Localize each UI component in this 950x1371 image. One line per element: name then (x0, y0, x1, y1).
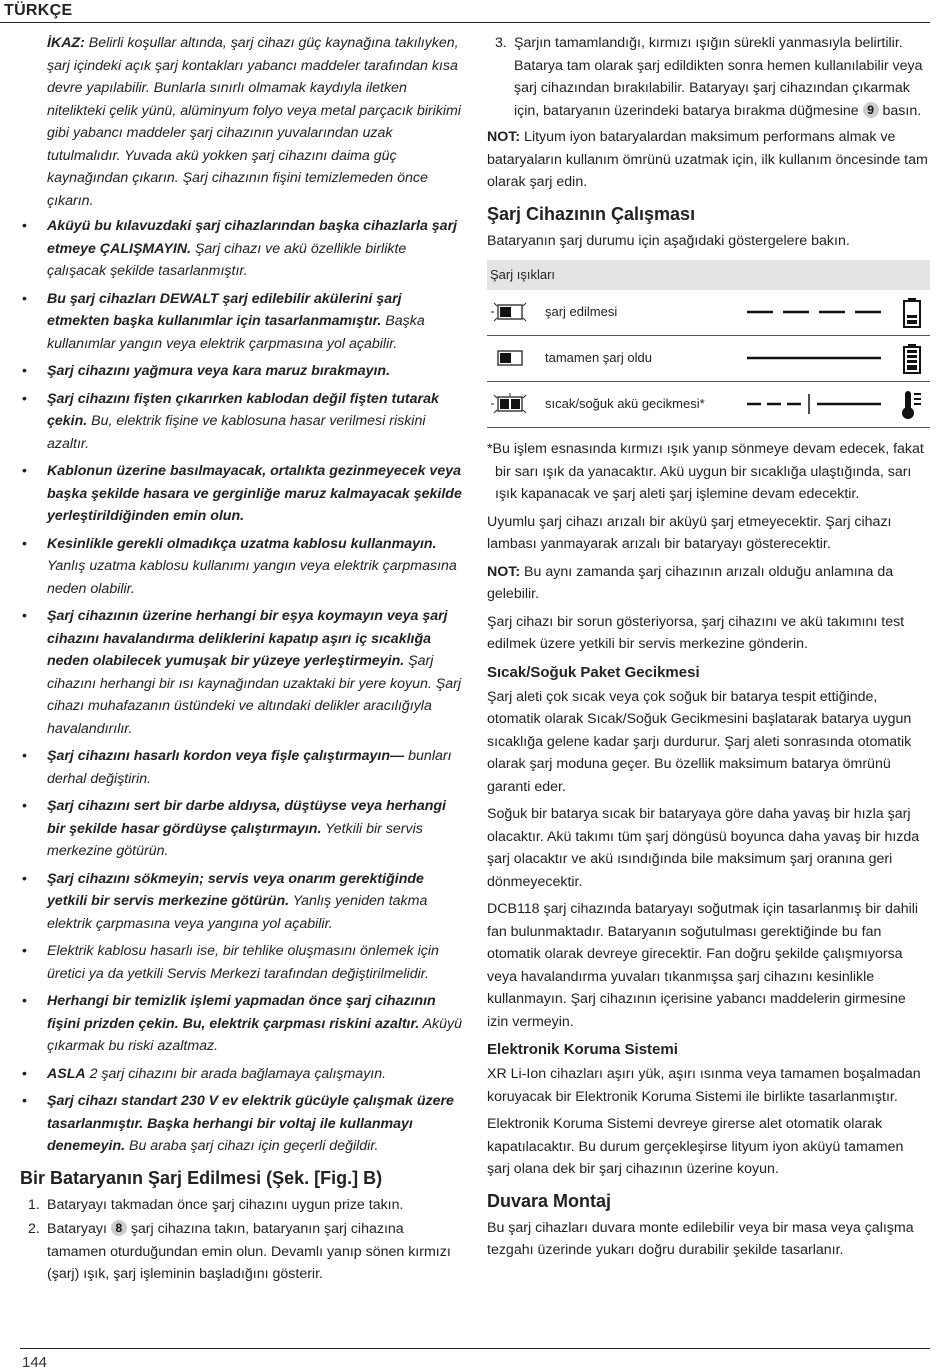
bullet-text: Elektrik kablosu hasarlı ise, bir tehlike oluşmasını önlemek için üretici ya da yetkili Servis Merkezi tarafından değiştirilmelidir. (47, 943, 439, 982)
bullet-bold: Şarj cihazı standart 230 V ev elektrik gücüyle çalışmak üzere tasarlanmıştır. Başka herhangi bir voltaj ile kullanmayı denemeyin. (47, 1093, 454, 1154)
step-number: 3. (495, 35, 507, 51)
asterisk-note: *Bu işlem esnasında kırmızı ışık yanıp sönmeye devam edecek, fakat bir sarı ışık da yanacaktır. Akü uygun bir sıcaklığa ulaştığında, sarı ışık kapanacak ve şarj aleti şarj işlemine devam edecektir. (487, 441, 924, 502)
safety-bullet (20, 1063, 465, 1086)
bullet-text: Şarj cihazı ve akü özellikle birlikte çalışacak şekilde tasarlanmıştır. (47, 240, 407, 279)
solid-pattern-icon (745, 346, 885, 370)
step-text: basın. (878, 102, 922, 119)
bullet-text: Başka kullanımlar yangın veya elektrik çarpmasına yol açabilir. (47, 313, 425, 352)
bullet-bold: Kablonun üzerine basılmayacak, ortalıkta gezinmeyecek veya başka şekilde hasara ve gerginliğe maruz kalmayacak şekilde yerleştirildiğinden emin olun. (47, 463, 462, 524)
language-label: TÜRKÇE (4, 2, 73, 19)
bullet-text: 2 şarj cihazını bir arada bağlamaya çalışmayın. (85, 1065, 387, 1082)
bullet-bold: Kesinlikle gerekli olmadıkça uzatma kablosu kullanmayın. (47, 535, 437, 552)
thermometer-icon (899, 389, 925, 421)
step-text: Şarjın tamamlandığı, kırmızı ışığın sürekli yanmasıyla belirtilir. Batarya tam olarak şarj edildikten sonra hemen kullanılabilir veya şarj cihazından bırakılabilir. Bataryayı şarj cihazından çıkarmak için, bataryanın üzerindeki batarya bırakma düğmesine (514, 35, 923, 119)
bullet-text: Yanlış yeniden takma elektrik çarpmasına veya yangına yol açabilir. (47, 893, 428, 932)
bullet-text: Yetkili bir servis merkezine götürün. (47, 820, 423, 859)
operation-heading: Şarj Cihazının Çalışması (487, 203, 696, 224)
safety-bullet (20, 868, 465, 936)
bullet-bold: Şarj cihazını yağmura veya kara maruz bırakmayın. (47, 363, 391, 379)
full-battery-icon (899, 343, 925, 375)
charging-step (20, 1218, 465, 1286)
eps-paragraph: XR Li-Ion cihazları aşırı yük, aşırı ısınma veya tamamen boşalmadan koruyacak bir Elektronik Koruma Sistemi ile birlikte tasarlanmıştır. (487, 1066, 921, 1105)
charging-step (487, 32, 930, 122)
bullet-bold: ASLA (47, 1065, 86, 1082)
left-column (20, 32, 465, 1288)
bullet-bold: Şarj cihazını fişten çıkarırken kablodan değil fişten tutarak çekin. (47, 390, 439, 429)
charging-heading: Bir Bataryanın Şarj Edilmesi (Şek. [Fig.] B) (20, 1167, 383, 1188)
wall-mount-paragraph: Bu şarj cihazları duvara monte edilebilir veya bir masa veya çalışma tezgahı üzerinde yukarı doğru durabilir şekilde tasarlanır. (487, 1219, 914, 1258)
bullet-bold: Aküyü bu kılavuzdaki şarj cihazlarından başka cihazlarla şarj etmeye ÇALIŞMAYIN. (47, 218, 458, 257)
hot-cold-heading: Sıcak/Soğuk Paket Gecikmesi (487, 663, 700, 681)
hot-cold-paragraph: Şarj aleti çok sıcak veya çok soğuk bir batarya tespit ettiğinde, otomatik olarak Sıcak/Soğuk Gecikmesini başlatarak batarya uygun sıcaklığa gelene kadar şarjı durdurur. Şarj aleti sonrasında otomatik olarak şarj moduna geçer. Bu özellik maksimum batarya ömrünü garanti eder. (487, 688, 912, 795)
safety-bullet (20, 215, 465, 283)
safety-bullet (20, 795, 465, 863)
charging-steps-continued (487, 32, 930, 122)
warning-text: Belirli koşullar altında, şarj cihazı güç kaynağına takılıyken, şarj içindeki açık şarj kontakları yabancı maddeler tarafından kısa devre yapılabilir. Bunlarla sınırlı olmamak kaydıyla iletken nitelikteki çelik yünü, alüminyum folyo veya metal parçacık birikimi gibi yabancı maddeler şarj cihazının yuvalarından uzak tutulmalıdır. Yuvada akü yokken şarj cihazını daima güç kaynağından çıkarın. Şarj cihazının fişini temizlemeden önce çıkarın. (47, 35, 461, 209)
step-number: 2. (28, 1221, 40, 1237)
bullet-text: Şarj cihazını herhangi bir ısı kaynağından uzaktaki bir yere koyun. Şarj cihazı muhafazanın üstündeki ve altındaki delikler aracılığıyla havalandırılır. (47, 653, 462, 737)
service-text: Şarj cihazı bir sorun gösteriyorsa, şarj cihazını ve akü takımını test edilmek üzere yetkili bir servis merkezine gönderin. (487, 613, 905, 652)
faulty-battery-text: Uyumlu şarj cihazı arızalı bir aküyü şarj etmeyecektir. Şarj cihazı lambası yanmayarak arızalı bir bataryayı gösterecektir. (487, 513, 892, 552)
note-text: Lityum iyon bataryalardan maksimum performans almak ve bataryaların kullanım ömrünü uzatmak için, ilk kullanım öncesinde tam olarak şarj edin. (487, 129, 928, 190)
charging-battery-icon (899, 297, 925, 329)
bullet-text: Bu, elektrik fişine ve kablosuna hasar verilmesi riskini azaltır. (47, 413, 426, 452)
note-text: Bu aynı zamanda şarj cihazının arızalı olduğu anlamına da gelebilir. (487, 563, 894, 602)
page-header (0, 0, 930, 23)
bullet-text: Yanlış uzatma kablosu kullanımı yangın veya elektrik çarpmasına neden olabilir. (47, 558, 457, 597)
note-paragraph (487, 561, 930, 606)
dashed-pattern-icon (745, 300, 885, 324)
step-text: Bataryayı (47, 1221, 111, 1237)
page-number: 144 (22, 1354, 48, 1371)
safety-bullet (20, 990, 465, 1058)
safety-bullet (20, 388, 465, 456)
footer-rule (20, 1348, 930, 1349)
charging-steps (20, 1194, 465, 1286)
safety-bullet (20, 460, 465, 528)
bullet-bold: Bu şarj cihazları DEWALT şarj edilebilir akülerini şarj etmekten başka kullanımlar için tasarlanmamıştır. (47, 290, 402, 329)
safety-bullet-list (20, 215, 465, 1158)
hot-cold-paragraph: DCB118 şarj cihazında bataryayı soğutmak için tasarlanmış bir dahili fan bulunmaktadır. Bataryanın soğutulması gerektiğinde bu fan otomatik olarak devreye girecektir. Fan doğru şekilde çalışmıyorsa veya havalandırma yuvaları tıkanmışsa şarj cihazını kesinlikle kullanmayın. Şarj cihazının içerisine yabancı maddelerin girmesine izin vermeyin. (487, 901, 919, 1030)
charge-row-full (487, 336, 930, 382)
bullet-bold: Şarj cihazının üzerine herhangi bir eşya koymayın veya şarj cihazını havalandırma deliklerini kapatıp aşırı iç sıcaklığa neden olabilecek yumuşak bir yüzeye yerleştirmeyin. (47, 608, 448, 669)
right-column (487, 32, 930, 1267)
bullet-text: bunları derhal değiştirin. (47, 748, 452, 787)
notes-block (487, 438, 930, 656)
charge-row-charging (487, 290, 930, 336)
safety-bullet (20, 605, 465, 740)
dash-bar-pattern-icon (745, 392, 885, 416)
note-label: NOT: (487, 129, 521, 145)
figure-callout-badge: 9 (863, 102, 879, 118)
step-text: Bataryayı takmadan önce şarj cihazını uygun prize takın. (47, 1196, 404, 1213)
safety-bullet (20, 360, 465, 383)
charge-lights-table (487, 260, 930, 428)
hot-cold-paragraph: Soğuk bir batarya sıcak bir bataryaya göre daha yavaş bir hızla şarj olacaktır. Akü takımı tüm şarj döngüsü boyunca daha yavaş bir hızda şarj olacaktır ve akü ısındığında bile maksimum şarj oranına geri dönmeyecektir. (487, 806, 920, 890)
blinking-double-led-icon (491, 393, 529, 415)
bullet-bold: Şarj cihazını hasarlı kordon veya fişle çalıştırmayın— (47, 748, 405, 764)
charging-step (20, 1194, 465, 1217)
safety-bullet (20, 288, 465, 356)
safety-bullet (20, 533, 465, 601)
charge-lights-header: Şarj ışıkları (487, 260, 930, 290)
charge-row-hot-cold-delay (487, 382, 930, 428)
note-paragraph (487, 126, 930, 194)
led-icon (491, 347, 529, 369)
eps-paragraph: Elektronik Koruma Sistemi devreye girerse alet otomatik olarak kapatılacaktır. Bu durum gerçekleşirse lityum iyon aküyü tamamen şarj olana dek bir şarj cihazının üzerine koyun. (487, 1116, 904, 1177)
wall-mount-heading: Duvara Montaj (487, 1190, 612, 1211)
note-label: NOT: (487, 563, 521, 580)
step-text: şarj cihazına takın, bataryanın şarj cihazına tamamen oturduğundan emin olun. Devamlı yanıp sönen kırmızı (şarj) ışık, şarj işleminin başladığını gösterir. (47, 1221, 451, 1282)
blinking-led-icon (491, 301, 529, 323)
charge-row-label: şarj edilmesi (545, 304, 618, 319)
safety-bullet (20, 940, 465, 985)
step-number: 1. (28, 1196, 40, 1213)
operation-intro: Bataryanın şarj durumu için aşağıdaki göstergelere bakın. (487, 232, 850, 249)
bullet-text: Bu araba şarj cihazı için geçerli değildir. (125, 1138, 379, 1154)
eps-heading: Elektronik Koruma Sistemi (487, 1041, 678, 1058)
safety-bullet (20, 745, 465, 790)
charge-row-label: sıcak/soğuk akü gecikmesi* (545, 396, 705, 411)
safety-bullet (20, 1090, 465, 1158)
warning-label: İKAZ: (47, 35, 85, 51)
figure-callout-badge: 8 (111, 1220, 127, 1236)
bullet-bold: Şarj cihazını sert bir darbe aldıysa, düştüyse veya herhangi bir şekilde hasar gördüyse çalıştırmayın. (47, 798, 446, 837)
charge-row-label: tamamen şarj oldu (545, 350, 652, 365)
warning-paragraph (47, 32, 465, 212)
bullet-text: Aküyü çıkarmak bu riski azaltmaz. (47, 1015, 463, 1054)
bullet-bold: Herhangi bir temizlik işlemi yapmadan önce şarj cihazının fişini prizden çekin. Bu, elektrik çarpması riskini azaltır. (47, 993, 436, 1032)
bullet-bold: Şarj cihazını sökmeyin; servis veya onarım gerektiğinde yetkili bir servis merkezine götürün. (47, 870, 424, 909)
